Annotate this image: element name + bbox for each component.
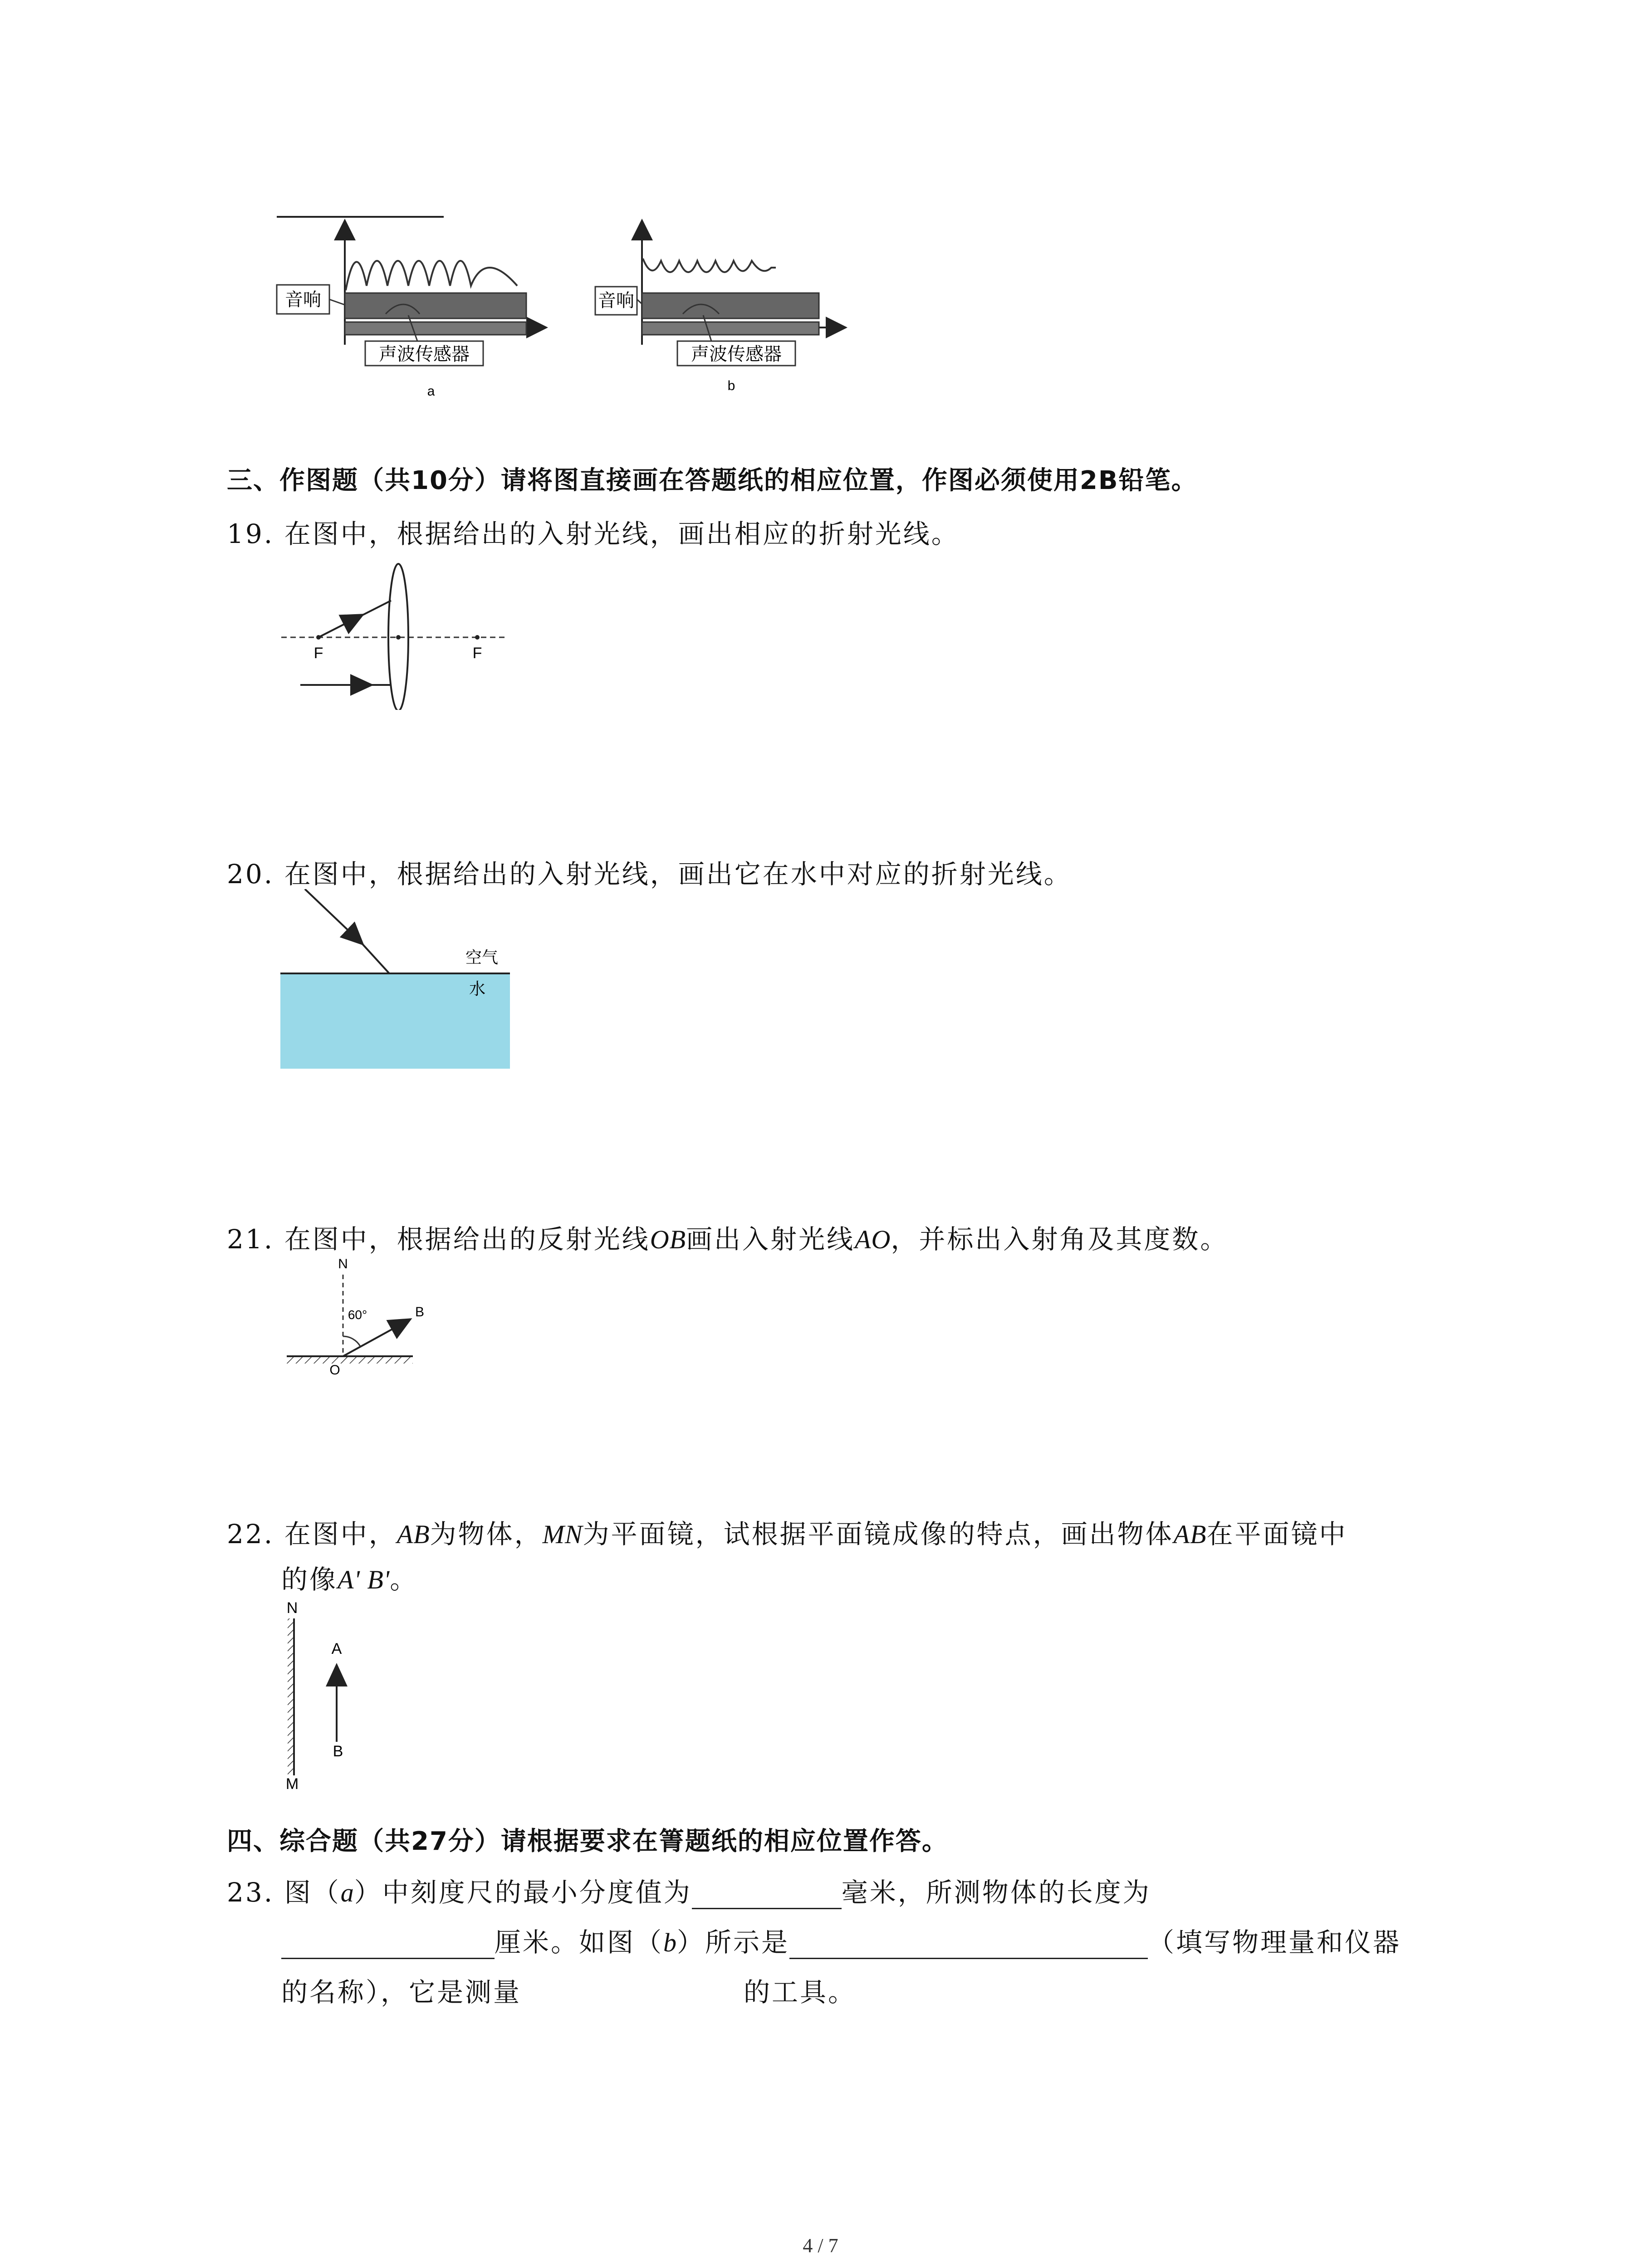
focus-right-label: F — [472, 645, 482, 662]
plane-mirror-figure — [272, 1597, 381, 1792]
wave-a — [346, 261, 517, 290]
q22-text-2: 为物体， — [430, 1519, 543, 1549]
bar-b-top — [642, 293, 819, 318]
sensor-label-a: 声波传感器 — [379, 344, 470, 364]
caption-b: b — [727, 378, 735, 393]
q20-number: 20. — [227, 859, 274, 890]
mirror-hatching — [288, 1618, 294, 1775]
incident-ray — [305, 889, 363, 944]
wave-b — [643, 259, 776, 272]
q23-number: 23. — [227, 1877, 274, 1908]
q22-text-1: 在图中， — [284, 1519, 397, 1549]
q22-line2-2: 。 — [390, 1564, 418, 1595]
point-b-label: B — [333, 1743, 343, 1760]
diagram-b — [595, 222, 844, 393]
question-22 — [227, 1513, 1347, 1551]
section-4-title: 四、综合题（共27分）请根据要求在箐题纸的相应位置作答。 — [227, 1827, 948, 1856]
diagram-a — [277, 222, 544, 399]
plane-mirror-diagram — [272, 1597, 381, 1792]
optical-center — [396, 635, 401, 640]
focus-left-label: F — [314, 645, 323, 662]
lens-figure — [272, 556, 517, 710]
mirror-hatching — [287, 1357, 413, 1364]
speaker-label-b: 音响 — [598, 291, 634, 311]
q20-text: 在图中，根据给出的入射光线，画出它在水中对应的折射光线。 — [284, 859, 1072, 890]
q22-image: A' B' — [338, 1565, 390, 1594]
q22-number: 22. — [227, 1519, 274, 1549]
q22-line2-1: 的像 — [281, 1564, 338, 1595]
q21-text-3: ，并标出入射角及其度数。 — [891, 1224, 1229, 1255]
point-a-label: A — [331, 1640, 342, 1657]
page-number: 4 / 7 — [803, 2234, 838, 2257]
q19-text: 在图中，根据给出的入射光线，画出相应的折射光线。 — [284, 518, 960, 549]
angle-label: 60° — [348, 1308, 367, 1322]
q22-mirror: MN — [542, 1520, 583, 1549]
water-label: 水 — [469, 979, 486, 998]
incident-ray-through-focus-cont — [361, 601, 391, 616]
incident-ray-cont — [361, 942, 389, 973]
q23-fig-b: b — [663, 1928, 677, 1957]
answer-blank-min-division[interactable] — [692, 1881, 842, 1909]
water-figure — [272, 889, 526, 1080]
q23-l3-b: 的工具。 — [744, 1977, 857, 2008]
q22-object: AB — [397, 1520, 430, 1549]
point-o-label: O — [329, 1363, 340, 1378]
point-b-label: B — [415, 1305, 425, 1320]
question-22-line-2 — [281, 1558, 418, 1596]
bar-a-bottom — [345, 322, 526, 335]
q22-text-3: 为平面镜，试根据平面镜成像的特点，画出物体 — [583, 1519, 1174, 1549]
question-23 — [227, 1871, 1151, 1909]
q23-l2-b: ）所示是 — [677, 1927, 790, 1958]
angle-arc — [343, 1336, 360, 1346]
q19-number: 19. — [227, 518, 274, 549]
air-water-diagram — [272, 889, 526, 1080]
question-19 — [227, 513, 960, 551]
question-23-line-2 — [281, 1921, 1401, 1959]
speaker-label-a: 音响 — [285, 290, 321, 310]
question-21 — [227, 1218, 1228, 1256]
reflected-ray-ob — [343, 1319, 411, 1356]
q21-ray-ob: OB — [650, 1225, 686, 1254]
air-label: 空气 — [465, 948, 499, 967]
sensor-label-b: 声波传感器 — [691, 344, 782, 364]
q21-text-2: 画出入射光线 — [686, 1224, 855, 1255]
convex-lens-diagram — [272, 556, 517, 710]
q22-object-2: AB — [1173, 1520, 1207, 1549]
section-3-title: 三、作图题（共10分）请将图直接画在答题纸的相应位置，作图必须使用2B铅笔。 — [227, 466, 1198, 495]
q23-l2-a: 厘米。如图（ — [495, 1927, 664, 1958]
bar-b-bottom — [642, 322, 819, 335]
q23-l2-c: （填写物理量和仪器 — [1148, 1927, 1401, 1958]
q21-ray-ao: AO — [855, 1225, 891, 1254]
caption-a: a — [427, 384, 435, 399]
question-23-line-3 — [281, 1971, 856, 2009]
mirror-label-n: N — [286, 1599, 298, 1617]
mirror-label-m: M — [285, 1775, 299, 1792]
q21-number: 21. — [227, 1224, 274, 1255]
normal-label-n: N — [338, 1256, 348, 1271]
q23-l1-a: 图（ — [284, 1877, 341, 1908]
reflection-figure — [281, 1252, 454, 1383]
reflection-diagram — [281, 1252, 454, 1383]
q22-text-4: 在平面镜中 — [1206, 1519, 1347, 1549]
sound-sensor-diagrams — [272, 209, 871, 417]
answer-blank-length[interactable] — [281, 1931, 495, 1959]
answer-blank-instrument[interactable] — [789, 1931, 1148, 1959]
q23-l1-c: 毫米，所测物体的长度为 — [841, 1877, 1151, 1908]
q23-l3-a: 的名称），它是测量 — [281, 1977, 522, 2008]
q23-l1-b: ）中刻度尺的最小分度值为 — [354, 1877, 692, 1908]
bar-a-top — [345, 293, 526, 318]
focus-right-dot — [475, 635, 480, 640]
q23-fig-a: a — [340, 1878, 354, 1907]
q21-text-1: 在图中，根据给出的反射光线 — [284, 1224, 650, 1255]
question-20 — [227, 853, 1072, 891]
sound-sensor-figure — [272, 209, 871, 417]
incident-ray-through-focus — [318, 615, 363, 637]
